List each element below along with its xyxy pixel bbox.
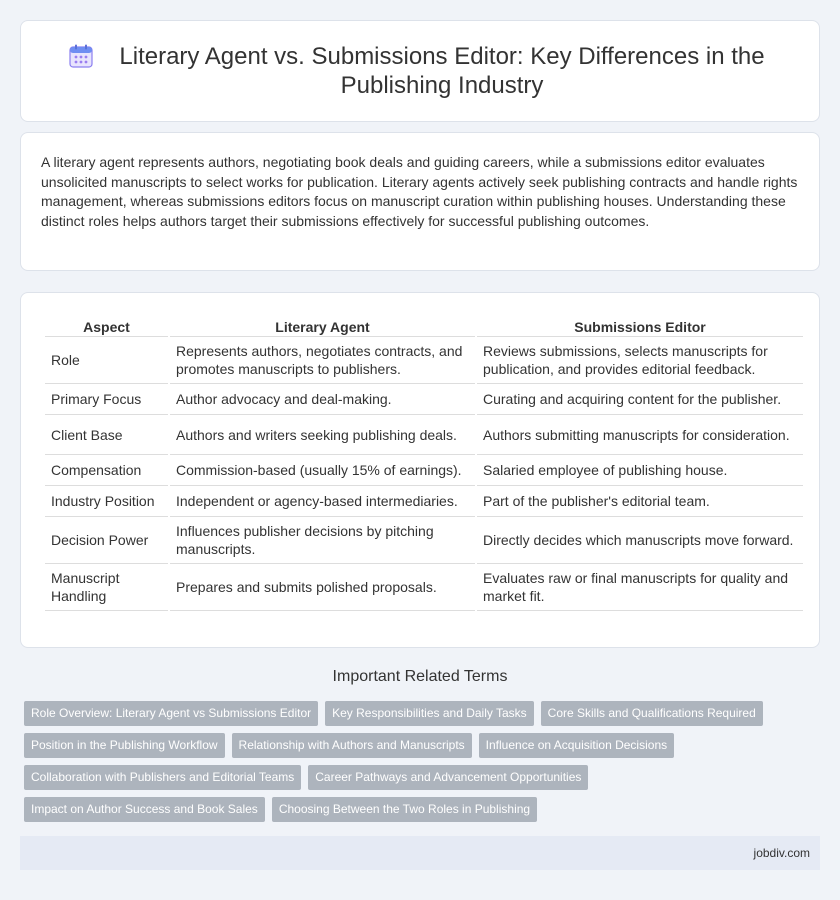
table-cell: Independent or agency-based intermediaries. xyxy=(170,486,475,517)
table-cell: Prepares and submits polished proposals. xyxy=(170,564,475,611)
intro-card xyxy=(20,132,820,271)
related-term-tag[interactable]: Relationship with Authors and Manuscripts xyxy=(232,733,472,758)
column-header: Aspect xyxy=(45,315,168,337)
table-cell: Compensation xyxy=(45,455,168,486)
table-cell: Manuscript Handling xyxy=(45,564,168,611)
calendar-icon xyxy=(68,43,94,69)
related-term-tag[interactable]: Influence on Acquisition Decisions xyxy=(479,733,674,758)
table-cell: Curating and acquiring content for the publisher. xyxy=(477,384,803,415)
table-cell: Role xyxy=(45,337,168,384)
comparison-table xyxy=(43,315,805,611)
table-cell: Directly decides which manuscripts move forward. xyxy=(477,517,803,564)
footer xyxy=(20,836,820,870)
related-term-tag[interactable]: Choosing Between the Two Roles in Publishing xyxy=(272,797,537,822)
table-row xyxy=(45,517,803,564)
table-cell: Industry Position xyxy=(45,486,168,517)
table-header-row xyxy=(45,315,803,337)
related-term-tag[interactable]: Impact on Author Success and Book Sales xyxy=(24,797,265,822)
table-row xyxy=(45,564,803,611)
table-row xyxy=(45,486,803,517)
tag-row xyxy=(24,765,824,790)
table-cell: Authors submitting manuscripts for consideration. xyxy=(477,415,803,455)
table-cell: Reviews submissions, selects manuscripts for publication, and provides editorial feedback. xyxy=(477,337,803,384)
table-cell: Author advocacy and deal-making. xyxy=(170,384,475,415)
table-cell: Commission-based (usually 15% of earnings). xyxy=(170,455,475,486)
page-title: Literary Agent vs. Submissions Editor: Key Differences in the Publishing Industry xyxy=(119,43,765,99)
related-term-tag[interactable]: Key Responsibilities and Daily Tasks xyxy=(325,701,534,726)
table-cell: Decision Power xyxy=(45,517,168,564)
table-cell: Salaried employee of publishing house. xyxy=(477,455,803,486)
table-row xyxy=(45,337,803,384)
intro-paragraph: A literary agent represents authors, negotiating book deals and guiding careers, while a submissions editor evaluates unsolicited manuscripts to select works for publication. Literary agents actively seek publishing contracts and handle rights management, whereas submissions editors focus on manuscript curation within publishing houses. Understanding these distinct roles helps authors target their submissions effectively for successful publishing outcomes. xyxy=(41,154,798,229)
tag-row xyxy=(24,701,824,726)
table-cell: Primary Focus xyxy=(45,384,168,415)
related-terms-list xyxy=(24,701,824,829)
related-term-tag[interactable]: Core Skills and Qualifications Required xyxy=(541,701,763,726)
related-term-tag[interactable]: Position in the Publishing Workflow xyxy=(24,733,225,758)
table-cell: Influences publisher decisions by pitching manuscripts. xyxy=(170,517,475,564)
table-cell: Represents authors, negotiates contracts, and promotes manuscripts to publishers. xyxy=(170,337,475,384)
comparison-table-card xyxy=(20,292,820,648)
table-row xyxy=(45,415,803,455)
table-row xyxy=(45,384,803,415)
table-cell: Authors and writers seeking publishing deals. xyxy=(170,415,475,455)
column-header: Submissions Editor xyxy=(477,315,803,337)
tag-row xyxy=(24,733,824,758)
footer-site-link[interactable]: jobdiv.com xyxy=(753,846,810,860)
related-term-tag[interactable]: Career Pathways and Advancement Opportunities xyxy=(308,765,588,790)
related-term-tag[interactable]: Collaboration with Publishers and Editorial Teams xyxy=(24,765,301,790)
related-term-tag[interactable]: Role Overview: Literary Agent vs Submissions Editor xyxy=(24,701,318,726)
tag-row xyxy=(24,797,824,822)
related-terms-heading: Important Related Terms xyxy=(332,668,508,685)
column-header: Literary Agent xyxy=(170,315,475,337)
table-row xyxy=(45,455,803,486)
table-cell: Part of the publisher's editorial team. xyxy=(477,486,803,517)
table-cell: Client Base xyxy=(45,415,168,455)
title-card xyxy=(20,20,820,122)
table-cell: Evaluates raw or final manuscripts for quality and market fit. xyxy=(477,564,803,611)
